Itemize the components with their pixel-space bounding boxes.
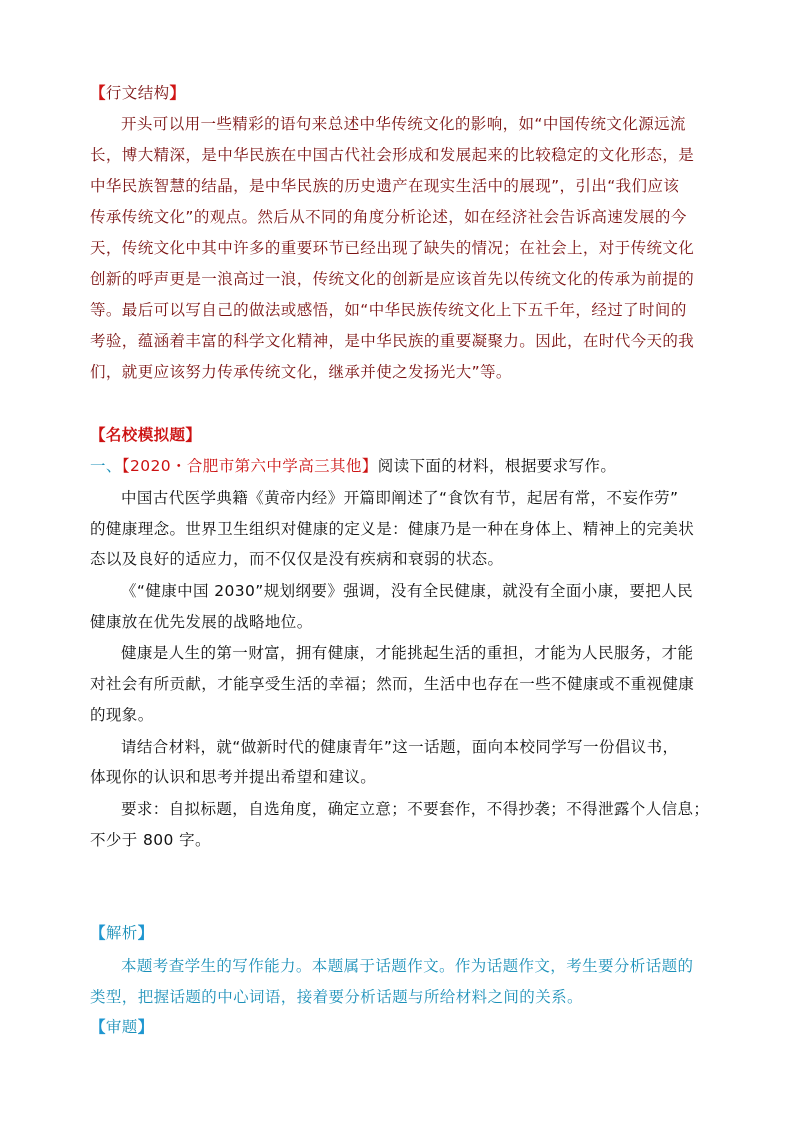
heading-text: 审题	[105, 1018, 138, 1036]
structure-line: 天，传统文化中其中许多的重要环节已经出现了缺失的情况；在社会上，对于传统文化	[90, 239, 695, 257]
material-line: 中国古代医学典籍《黄帝内经》开篇即阐述了“食饮有节，起居有常，不妄作劳”	[121, 489, 679, 507]
material-line: 的现象。	[90, 706, 154, 724]
material-line: 态以及良好的适应力，而不仅仅是没有疾病和衰弱的状态。	[90, 550, 504, 568]
material-line: 健康是人生的第一财富，拥有健康，才能挑起生活的重担，才能为人民服务，才能	[121, 644, 694, 662]
section-heading-mock: 【名校模拟题】	[90, 426, 202, 444]
question-number: 一、	[90, 457, 122, 475]
section-heading-analysis	[90, 923, 154, 943]
section-heading-review	[90, 1017, 154, 1037]
material-line: 健康放在优先发展的战略地位。	[90, 613, 313, 631]
structure-line: 传承传统文化”的观点。然后从不同的角度分析论述，如在经济社会告诉高速发展的今	[90, 208, 687, 226]
bracket-open: 【	[90, 84, 106, 102]
analysis-line: 类型，把握话题的中心词语，接着要分析话题与所给材料之间的关系。	[90, 988, 583, 1006]
structure-line: 长，博大精深，是中华民族在中国古代社会形成和发展起来的比较稳定的文化形态，是	[90, 146, 695, 164]
question-instruction: 阅读下面的材料，根据要求写作。	[377, 457, 617, 475]
structure-line: 中华民族智慧的结晶，是中华民族的历史遗产在现实生活中的展现”，引出“我们应该	[90, 177, 680, 195]
material-line: 对社会有所贡献，才能享受生活的幸福；然而，生活中也存在一些不健康或不重视健康	[90, 675, 695, 693]
requirement-line: 要求：自拟标题，自选角度，确定立意；不要套作，不得抄袭；不得泄露个人信息；	[121, 800, 710, 818]
heading-text: 行文结构	[105, 84, 170, 102]
structure-line: 创新的呼声更是一浪高过一浪，传统文化的创新是应该首先以传统文化的传承为前提的	[90, 270, 695, 288]
material-line: 的健康理念。世界卫生组织对健康的定义是：健康乃是一种在身体上、精神上的完美状	[90, 520, 695, 538]
heading-text: 解析	[105, 924, 138, 942]
bracket-open: 【	[90, 924, 106, 942]
task-line: 体现你的认识和思考并提出希望和建议。	[90, 768, 377, 786]
bracket-close: 】	[137, 1018, 154, 1036]
task-line: 请结合材料，就“做新时代的健康青年”这一话题，面向本校同学写一份倡议书，	[121, 738, 679, 756]
analysis-line: 本题考查学生的写作能力。本题属于话题作文。作为话题作文，考生要分析话题的	[121, 957, 694, 975]
material-line: 《“健康中国 2030”规划纲要》强调，没有全民健康，就没有全面小康，要把人民	[121, 582, 694, 600]
structure-line: 们，就更应该努力传承传统文化，继承并使之发扬光大”等。	[90, 363, 512, 381]
bracket-open: 【	[90, 1018, 106, 1036]
section-heading-structure	[90, 83, 185, 103]
bracket-close: 】	[169, 84, 186, 102]
requirement-line: 不少于 800 字。	[90, 831, 211, 849]
structure-line: 等。最后可以写自己的做法或感悟，如“中华民族传统文化上下五千年，经过了时间的	[90, 301, 687, 319]
bracket-close: 】	[137, 924, 154, 942]
source-tag: 【2020・合肥市第六中学高三其他】	[121, 457, 378, 475]
structure-line: 考验，蕴涵着丰富的科学文化精神，是中华民族的重要凝聚力。因此，在时代今天的我	[90, 332, 695, 350]
structure-line: 开头可以用一些精彩的语句来总述中华传统文化的影响，如“中国传统文化源远流	[121, 115, 686, 133]
question-header	[90, 456, 616, 476]
